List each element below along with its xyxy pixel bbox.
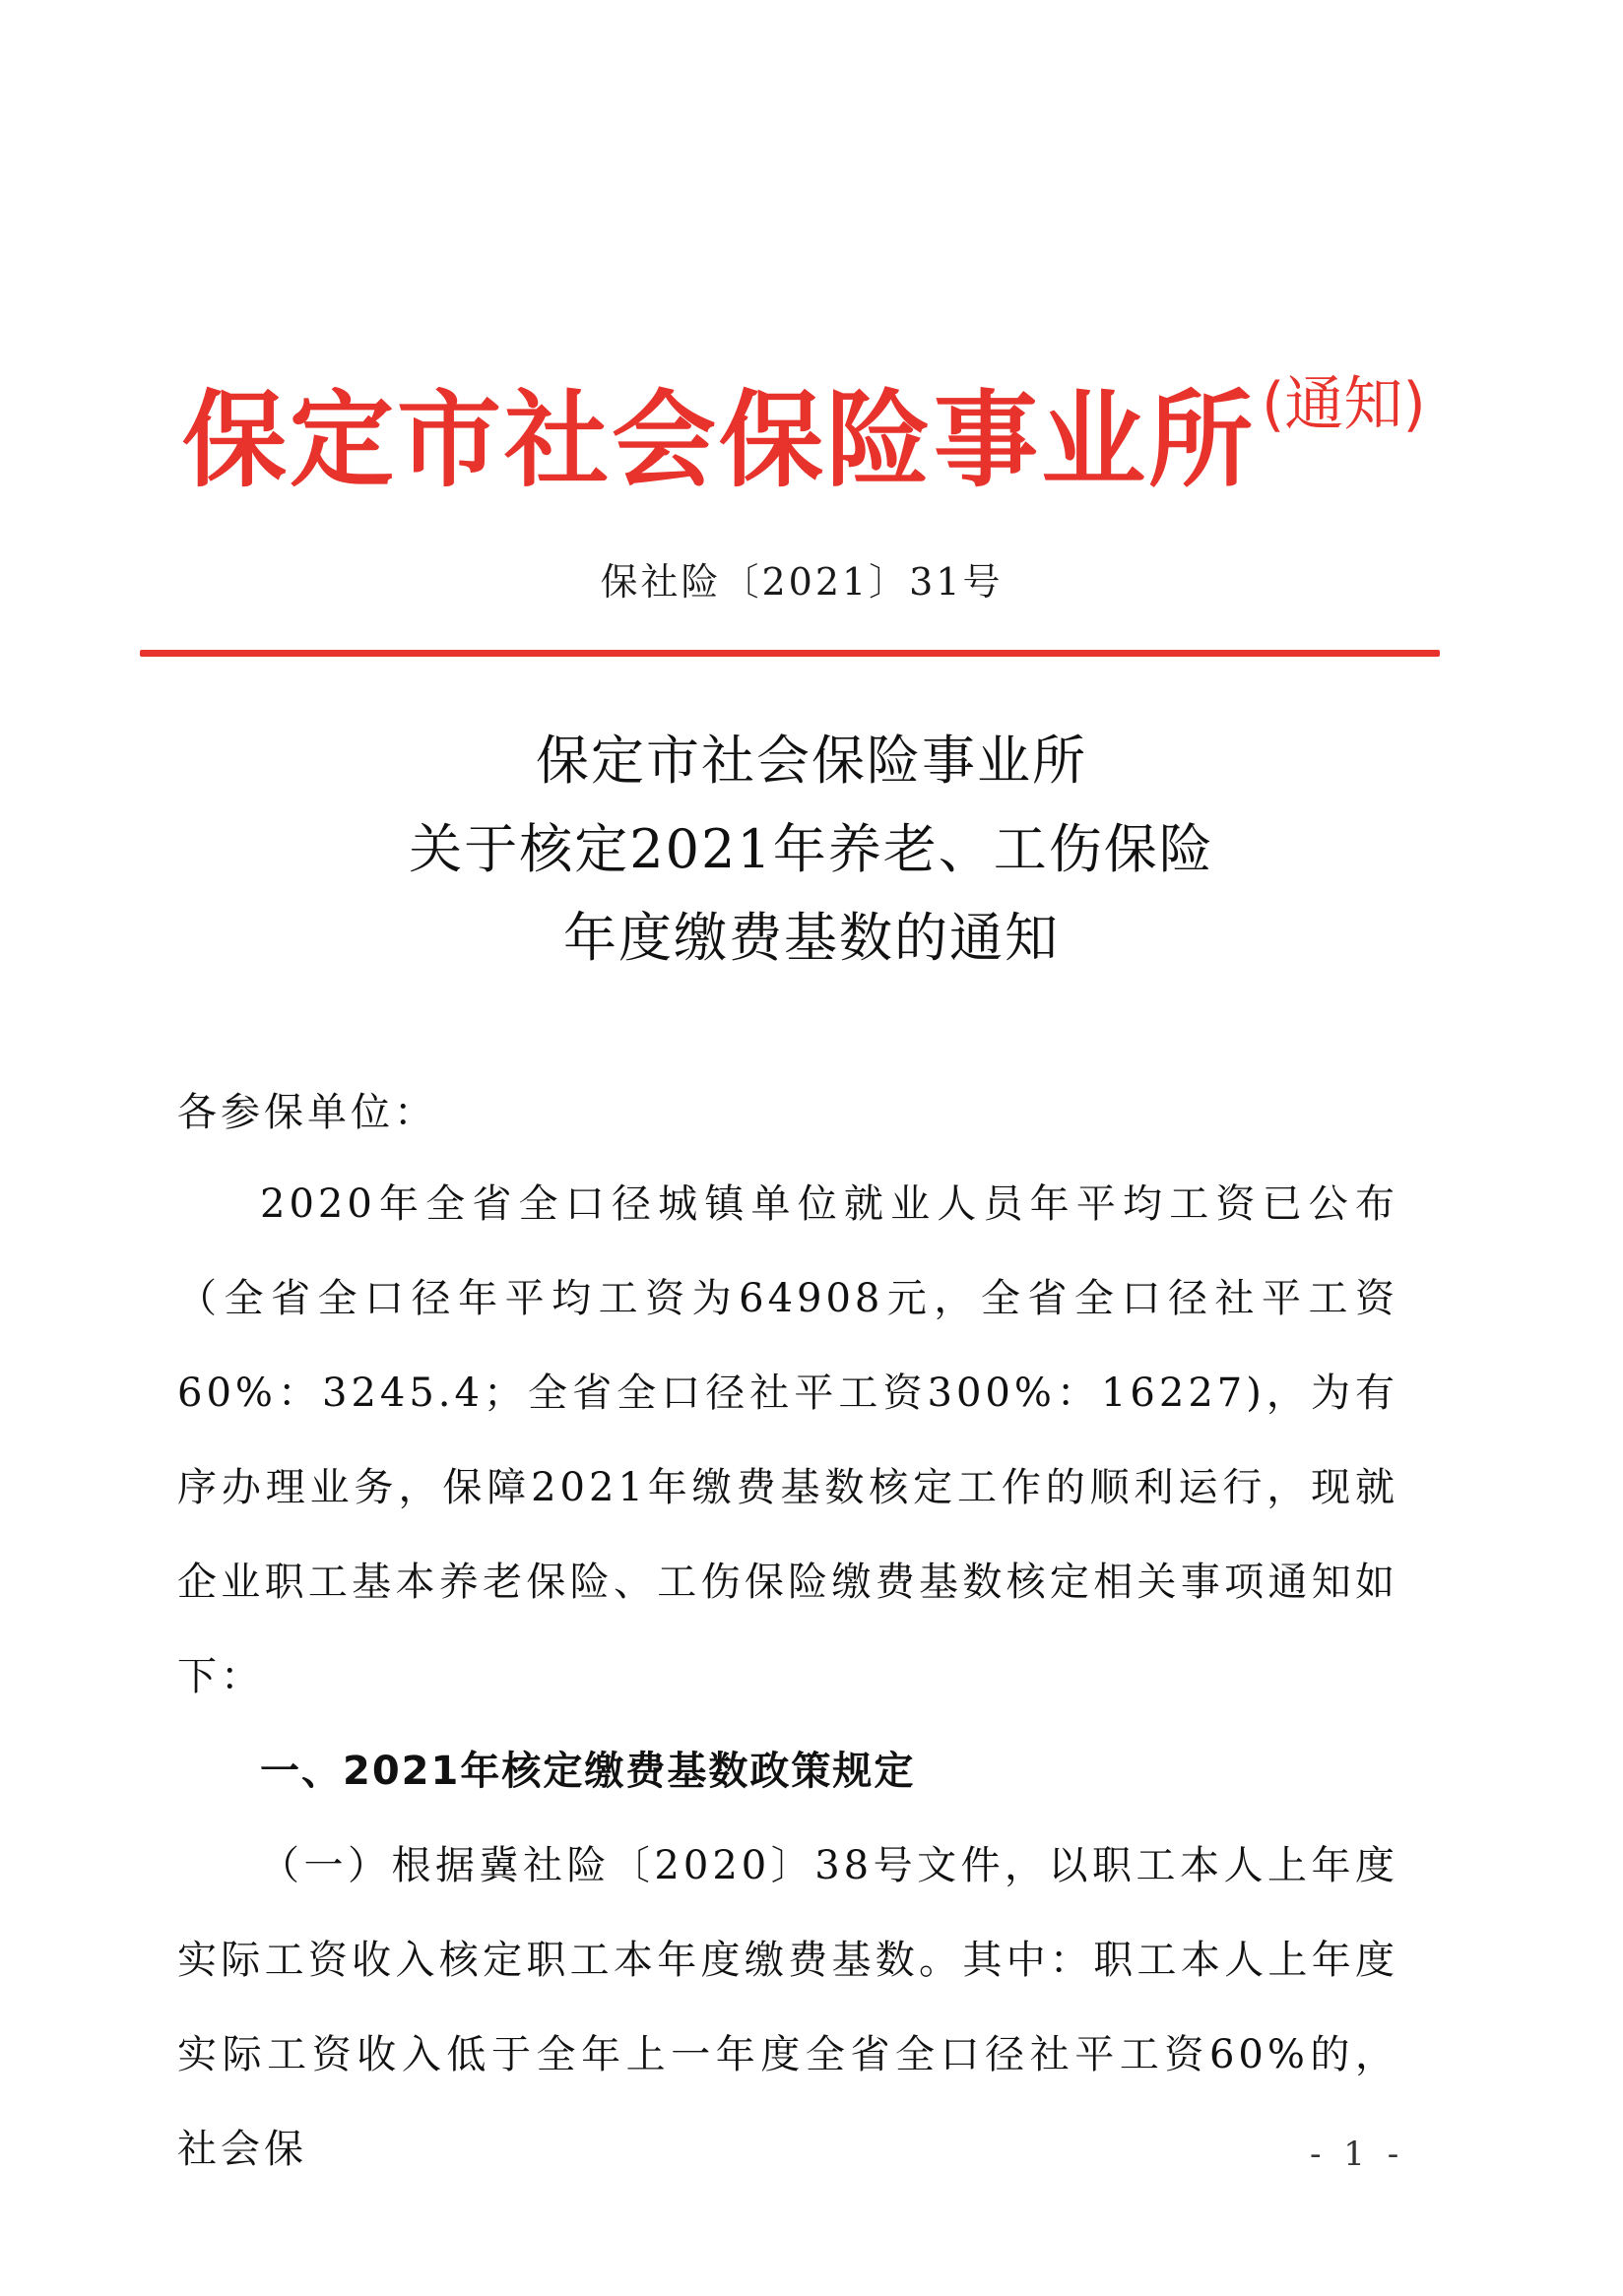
letterhead-suffix: (通知) bbox=[1262, 370, 1426, 439]
page-number: - 1 - bbox=[1310, 2135, 1405, 2174]
document-title bbox=[0, 717, 1623, 983]
title-line-2: 关于核定2021年养老、工伤保险 bbox=[409, 818, 1214, 880]
section-heading-1: 一、2021年核定缴费基数政策规定 bbox=[260, 1749, 916, 1794]
paragraph-policy-1: （一）根据冀社险〔2020〕38号文件，以职工本人上年度实际工资收入核定职工本年度缴费基数。其中：职工本人上年度实际工资收入低于全年上一年度全省全口径社平工资60%的，社会保 bbox=[177, 1843, 1398, 2172]
paragraph-intro: 2020年全省全口径城镇单位就业人员年平均工资已公布（全省全口径年平均工资为64908元，全省全口径社平工资60%：3245.4；全省全口径社平工资300%：16227)，为有序办理业务，保障2021年缴费基数核定工作的顺利运行，现就企业职工基本养老保险、工伤保险缴费基数核定相关事项通知如下： bbox=[177, 1181, 1398, 1699]
letterhead bbox=[182, 370, 1426, 501]
title-line-3: 年度缴费基数的通知 bbox=[563, 907, 1060, 969]
salutation: 各参保单位： bbox=[177, 1090, 437, 1135]
red-divider-line bbox=[140, 650, 1440, 657]
letterhead-org-name: 保定市社会保险事业所 bbox=[182, 380, 1256, 501]
document-body bbox=[177, 1068, 1398, 2197]
document-number: 保社险〔2021〕31号 bbox=[600, 560, 1004, 604]
title-line-1: 保定市社会保险事业所 bbox=[536, 730, 1087, 792]
